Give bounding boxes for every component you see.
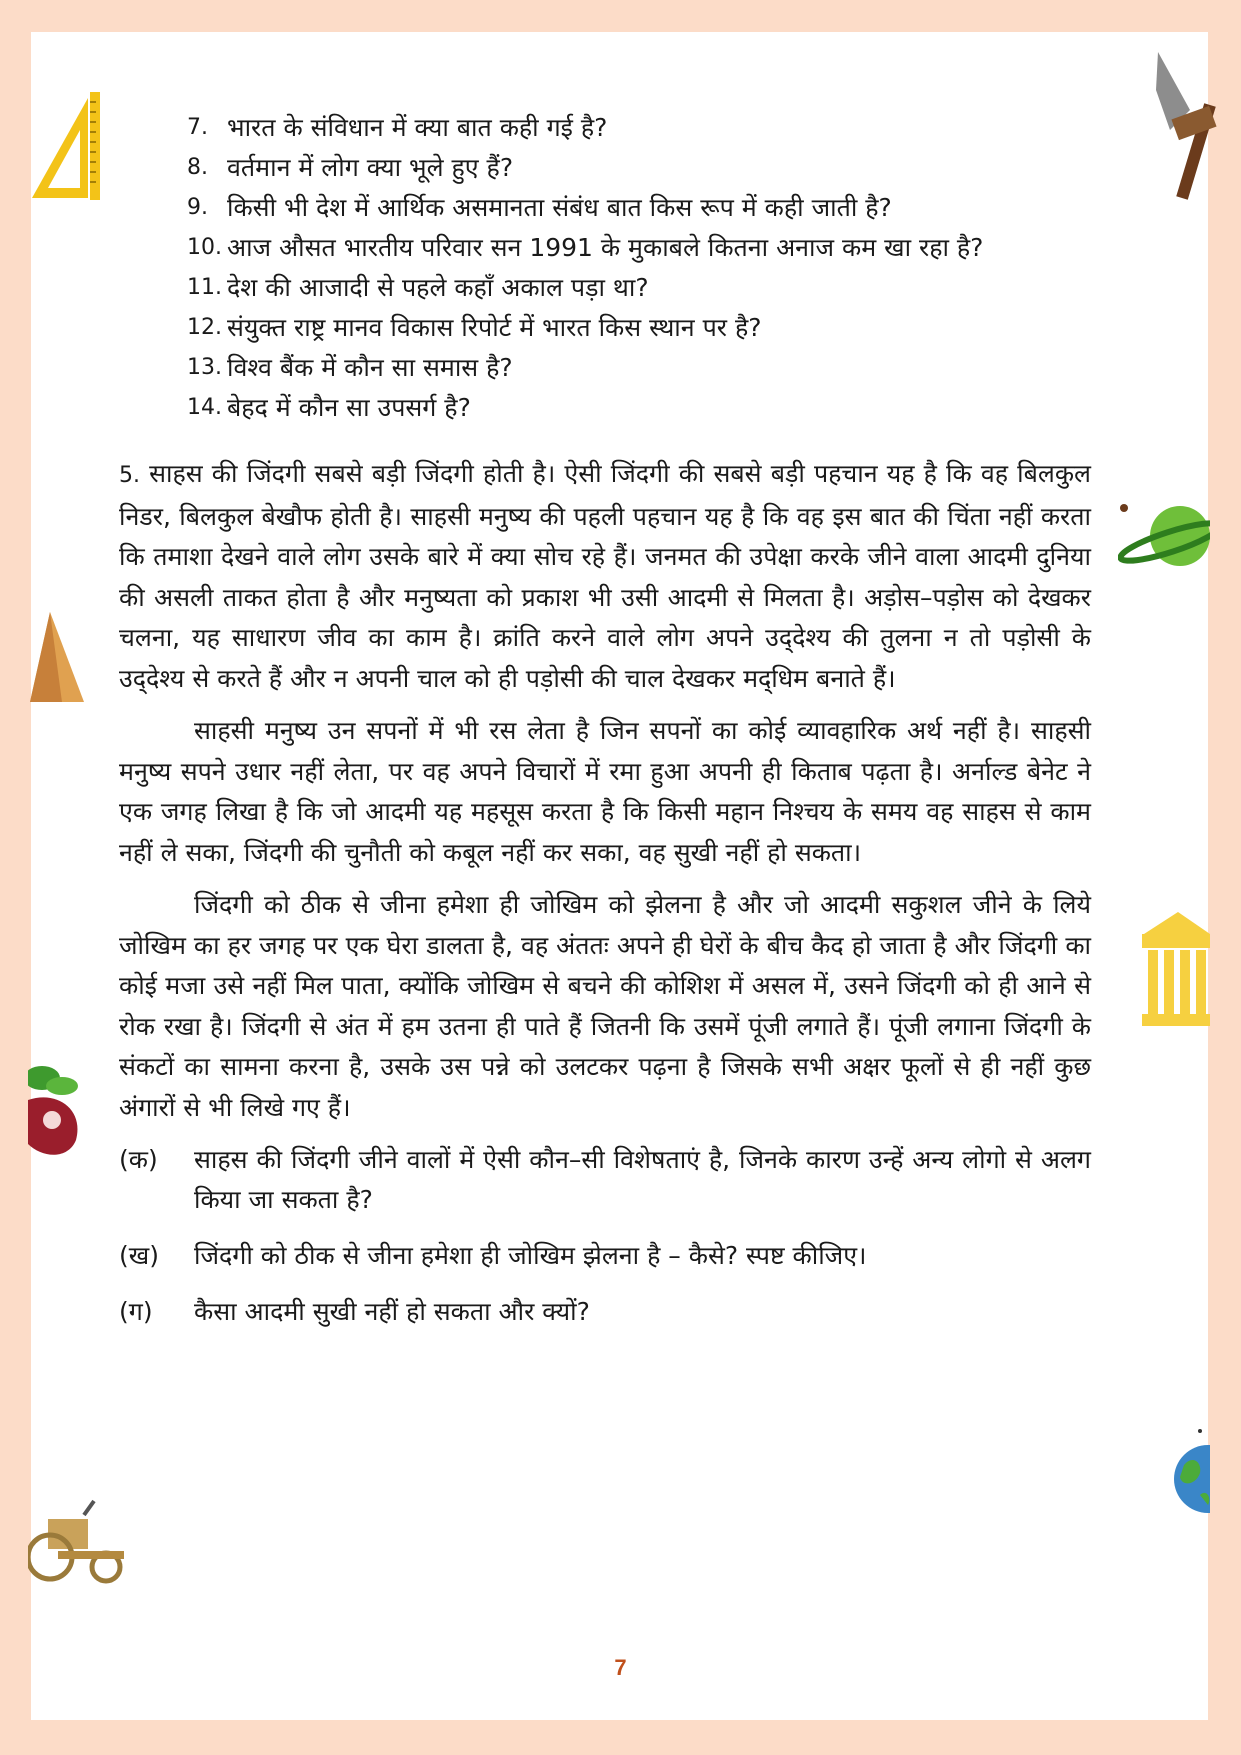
question-number: 7. <box>187 115 208 140</box>
question-number: 13. <box>187 355 222 380</box>
sub-question-item <box>119 1236 1091 1276</box>
sub-question-label: (ख) <box>119 1241 159 1270</box>
question-text: किसी भी देश में आर्थिक असमानता संबंध बात किस रूप में कही जाती है? <box>227 193 892 222</box>
sub-question-item <box>119 1292 1091 1332</box>
passage-number: 5. <box>119 463 140 488</box>
question-item <box>187 308 1091 348</box>
sub-question-label: (ग) <box>119 1297 153 1326</box>
question-item <box>187 188 1091 228</box>
question-number: 14. <box>187 395 222 420</box>
passage-paragraph-3: जिंदगी को ठीक से जीना हमेशा ही जोखिम को झेलना है और जो आदमी सकुशल जीने के लिये जोखिम का हर जगह पर एक घेरा डालता है, वह अंततः अपने ही घेरों के बीच कैद हो जाता है और जिंदगी का कोई मजा उसे नहीं मिल पाता, क्योंकि जोखिम से बचने की कोशिश में असल में, उसने जिंदगी को ही आने से रोक रखा है। जिंदगी से अंत में हम उतना ही पाते हैं जितनी कि उसमें पूंजी लगाते हैं। पूंजी लगाना जिंदगी के संकटों का सामना करना है, उसके उस पन्ने को उलटकर पढ़ना है जिसके सभी अक्षर फूलों से ही नहीं कुछ अंगारों से भी लिखे गए हैं। <box>119 890 1091 1122</box>
question-text: विश्व बैंक में कौन सा समास है? <box>227 353 513 382</box>
question-text: संयुक्त राष्ट्र मानव विकास रिपोर्ट में भारत किस स्थान पर है? <box>227 313 762 342</box>
question-number: 9. <box>187 195 208 220</box>
question-item <box>187 268 1091 308</box>
globe-icon <box>1170 1425 1210 1515</box>
pyramid-icon <box>28 610 88 705</box>
chariot-icon <box>28 1495 126 1585</box>
question-number: 11. <box>187 275 222 300</box>
sub-question-text: साहस की जिंदगी जीने वालों में ऐसी कौन–सी विशेषताएं है, जिनके कारण उन्हें अन्य लोगो से अलग किया जा सकता है? <box>194 1145 1091 1214</box>
question-text: आज औसत भारतीय परिवार सन 1991 के मुकाबले कितना अनाज कम खा रहा है? <box>227 233 984 262</box>
passage-paragraph-2: साहसी मनुष्य उन सपनों में भी रस लेता है जिन सपनों का कोई व्यावहारिक अर्थ नहीं है। साहसी मनुष्य सपने उधार नहीं लेता, पर वह अपने विचारों में रमा हुआ अपनी ही किताब पढ़ता है। अर्नाल्ड बेनेट ने एक जगह लिखा है कि जो आदमी यह महसूस करता है कि किसी महान निश्चय के समय वह साहस से काम नहीं ले सका, जिंदगी की चुनौती को कबूल नहीं कर सका, वह सुखी नहीं हो सकता। <box>119 716 1091 867</box>
page-number: 7 <box>614 1655 627 1680</box>
question-list <box>187 108 1091 428</box>
passage-paragraph-1-text: साहस की जिंदगी सबसे बड़ी जिंदगी होती है। ऐसी जिंदगी की सबसे बड़ी पहचान यह है कि वह बिलकुल निडर, बिलकुल बेखौफ होती है। साहसी मनुष्य की पहली पहचान यह है कि वह इस बात की चिंता नहीं करता कि तमाशा देखने वाले लोग उसके बारे में क्या सोच रहे हैं। जनमत की उपेक्षा करके जीने वाला आदमी दुनिया की असली ताकत होता है और मनुष्यता को प्रकाश भी उसी आदमी से मिलता है। अड़ोस–पड़ोस को देखकर चलना, यह साधारण जीव का काम है। क्रांति करने वाले लोग अपने उद्‌देश्य की तुलना न तो पड़ोसी के उद्‌देश्य से करते हैं और न अपनी चाल को ही पड़ोसी की चाल देखकर मद्‌धिम बनाते हैं। <box>119 459 1091 693</box>
question-item <box>187 228 1091 268</box>
sub-question-label: (क) <box>119 1145 158 1174</box>
sub-question-text: कैसा आदमी सुखी नहीं हो सकता और क्यों? <box>194 1297 590 1326</box>
question-item <box>187 148 1091 188</box>
question-number: 8. <box>187 155 208 180</box>
question-text: भारत के संविधान में क्या बात कही गई है? <box>227 113 608 142</box>
question-text: बेहद में कौन सा उपसर्ग है? <box>227 393 471 422</box>
page-content <box>119 108 1091 1348</box>
sub-question-text: जिंदगी को ठीक से जीना हमेशा ही जोखिम झेलना है – कैसे? स्पष्ट कीजिए। <box>194 1241 867 1270</box>
plant-fruit-icon <box>28 1060 88 1165</box>
sub-question-item <box>119 1140 1091 1220</box>
temple-pillar-icon <box>1140 908 1210 1028</box>
question-number: 12. <box>187 315 222 340</box>
planet-icon <box>1118 500 1210 570</box>
stone-axe-icon <box>1150 50 1220 200</box>
passage-paragraph-1 <box>119 454 1091 699</box>
sub-question-list <box>119 1140 1091 1332</box>
question-item <box>187 388 1091 428</box>
question-item <box>187 348 1091 388</box>
ruler-set-square-icon <box>28 90 100 202</box>
question-text: देश की आजादी से पहले कहाँ अकाल पड़ा था? <box>227 273 649 302</box>
question-number: 10. <box>187 235 222 260</box>
question-item <box>187 108 1091 148</box>
passage-section <box>119 454 1091 1128</box>
question-text: वर्तमान में लोग क्या भूले हुए हैं? <box>227 153 514 182</box>
